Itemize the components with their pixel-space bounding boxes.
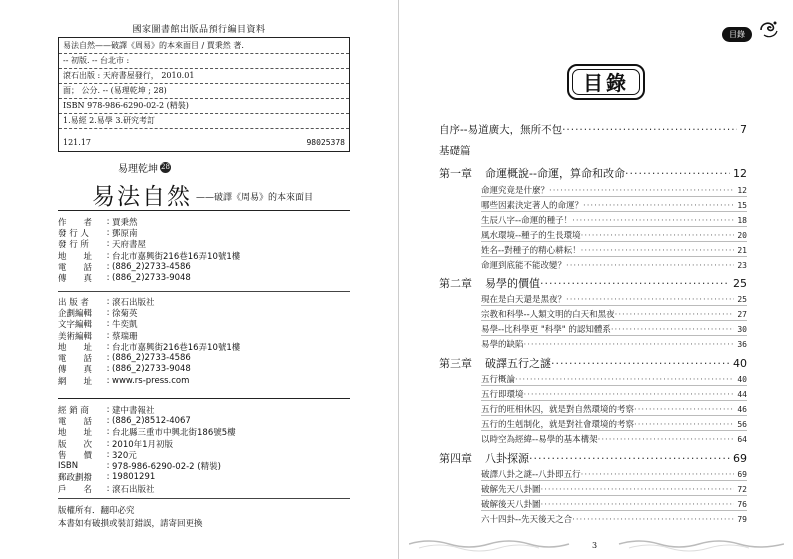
toc-subentry[interactable]: 宗教和科學--人類文明的白天和黑夜 ····· 27 xyxy=(481,308,747,319)
toc-subentry[interactable]: 易學--比科學更 "科學" 的認知體系 ····· 30 xyxy=(481,323,747,334)
toc-entry-preface[interactable]: 自序--易道廣大，無所不包 ····· 7 xyxy=(439,122,747,136)
credit-row: 發 行 人 : 鄧原南 xyxy=(58,227,350,238)
credit-value: 320元 xyxy=(112,450,137,461)
right-page-toc xyxy=(398,0,793,559)
dot-leader xyxy=(566,295,734,305)
credit-value: (886_2)2733-4586 xyxy=(112,261,191,272)
dot-leader xyxy=(524,390,735,400)
dot-leader xyxy=(598,435,735,445)
toc-title-frame xyxy=(567,64,645,100)
dot-leader xyxy=(515,375,734,385)
credit-value: (886_2)2733-4586 xyxy=(112,353,191,364)
credit-row: 地 址 : 台北市嘉興街216巷16弄10號1樓 xyxy=(58,341,350,352)
credit-value: 台北縣三重市中興北街186號5樓 xyxy=(112,428,236,439)
row-divider xyxy=(481,415,747,416)
credit-value: (886_2)2733-9048 xyxy=(112,364,191,375)
credit-value: 徐菊英 xyxy=(112,308,138,319)
dot-leader xyxy=(634,405,734,415)
row-divider xyxy=(481,256,747,257)
credit-row: 經 銷 商 : 建中書報社 xyxy=(58,404,350,415)
toc-subentry[interactable]: 姓名--對種子的精心耕耘！ ····· 21 xyxy=(481,244,747,255)
toc-subentry[interactable]: 六十四卦--先天後天之合 ····· 79 xyxy=(481,513,747,524)
book-subtitle: ——破譯《周易》的本來面目 xyxy=(196,193,314,203)
series-name: 易理乾坤 xyxy=(118,164,158,175)
distributor-block xyxy=(58,404,350,494)
toc-subentry[interactable]: 命運究竟是什麼？ ····· 12 xyxy=(481,184,747,195)
cip-divider xyxy=(59,128,349,129)
credit-row: 企劃編輯 : 徐菊英 xyxy=(58,307,350,318)
credit-row: 地 址 : 台北市嘉興街216巷16弄10號1樓 xyxy=(58,250,350,261)
return-notice: 本書如有破損或裝訂錯誤，請寄回更換 xyxy=(58,519,203,529)
credit-row: 發 行 所 : 天府書屋 xyxy=(58,239,350,250)
toc-subentry[interactable]: 五行概論 ····· 40 xyxy=(481,373,747,384)
credit-row: 美術編輯 : 蔡瑞珊 xyxy=(58,330,350,341)
toc-subentry[interactable]: 哪些因素決定著人的命運？ ····· 15 xyxy=(481,199,747,210)
credit-row: 郵政劃撥 : 19801291 xyxy=(58,472,350,483)
cip-class-number: 121.17 xyxy=(63,138,91,147)
dot-leader xyxy=(562,124,737,136)
cip-divider xyxy=(59,113,349,114)
toc-subentry[interactable]: 五行的生剋制化，就是對社會環境的考察 ····· 56 xyxy=(481,418,747,429)
row-divider xyxy=(481,211,747,212)
credit-divider xyxy=(58,498,350,499)
toc-subentry[interactable]: 五行的旺相休囚，就是對自然環境的考察 ····· 46 xyxy=(481,403,747,414)
toc-subentry[interactable]: 現在是白天還是黑夜？ ····· 25 xyxy=(481,293,747,304)
dot-leader xyxy=(615,310,735,320)
toc-subentry[interactable]: 破解先天八卦圖 ····· 72 xyxy=(481,483,747,494)
credit-value: 天府書屋 xyxy=(112,240,147,251)
section-label: 基礎篇 xyxy=(439,145,471,157)
toc-subentry[interactable]: 破解後天八卦圖 ····· 76 xyxy=(481,498,747,509)
cip-divider xyxy=(59,98,349,99)
toc-chapter-3[interactable]: 第三章 破譯五行之謎 ····· 40 xyxy=(439,355,747,370)
dot-leader xyxy=(572,515,734,525)
credit-value: 台北市嘉興街216巷16弄10號1樓 xyxy=(112,342,241,353)
credit-row: 作 者 : 賈秉然 xyxy=(58,216,350,227)
cip-divider xyxy=(59,68,349,69)
credit-value: 鄧原南 xyxy=(112,228,138,239)
credit-row: 傳 真 : (886_2)2733-9048 xyxy=(58,364,350,375)
credit-row: ISBN : 978-986-6290-02-2 (精裝) xyxy=(58,460,350,471)
credit-row: 地 址 : 台北縣三重市中興北街186號5樓 xyxy=(58,427,350,438)
credit-row: 出 版 者 : 滾石出版社 xyxy=(58,296,350,307)
title-divider xyxy=(58,210,350,211)
credit-row: 電 話 : (886_2)2733-4586 xyxy=(58,352,350,363)
toc-subentry[interactable]: 破譯八卦之謎--八卦即五行 ····· 69 xyxy=(481,468,747,479)
credit-value: 牛奕凱 xyxy=(112,320,138,331)
series-line xyxy=(118,160,171,175)
cip-line: 1.易經 2.易學 3.研究考訂 xyxy=(63,116,155,125)
credit-row: 戶 名 : 滾石出版社 xyxy=(58,483,350,494)
page-number: 3 xyxy=(592,541,598,550)
swirl-ornament-icon xyxy=(758,18,780,40)
book-title: 易法自然 xyxy=(92,184,192,210)
toc-subentry[interactable]: 風水環境--種子的生長環境 ····· 20 xyxy=(481,229,747,240)
toc-chapter-1[interactable]: 第一章 命運概說--命運，算命和改命 ····· 12 xyxy=(439,165,747,180)
row-divider xyxy=(481,196,747,197)
credit-row: 文字編輯 : 牛奕凱 xyxy=(58,319,350,330)
series-number-badge: 28 xyxy=(161,163,170,171)
toc-subentry[interactable]: 五行即環境 ····· 44 xyxy=(481,388,747,399)
credit-value: (886_2)8512-4067 xyxy=(112,415,191,426)
toc-title: 目錄 xyxy=(572,69,640,95)
credit-divider xyxy=(58,291,350,292)
cip-line: 滾石出版 : 天府書屋發行， 2010.01 xyxy=(63,71,195,80)
cip-heading: 國家圖書館出版品預行編目資料 xyxy=(132,25,266,35)
credit-value: 2010年1月初版 xyxy=(112,439,174,450)
toc-chapter-2[interactable]: 第二章 易學的價值 ····· 25 xyxy=(439,275,747,290)
credit-value: 台北市嘉興街216巷16弄10號1樓 xyxy=(112,251,241,262)
row-divider xyxy=(481,241,747,242)
credit-row: 售 價 : 320元 xyxy=(58,449,350,460)
dot-leader xyxy=(625,167,730,180)
dot-leader xyxy=(572,216,734,226)
credit-row: 電 話 : (886_2)2733-4586 xyxy=(58,261,350,272)
dot-leader xyxy=(581,231,735,241)
toc-subentry[interactable]: 命運到底能不能改變？ ····· 23 xyxy=(481,259,747,270)
credit-row: 網 址 : www.rs-press.com xyxy=(58,375,350,386)
toc-subentry[interactable]: 生辰八字--命運的種子！ ····· 18 xyxy=(481,214,747,225)
dot-leader xyxy=(611,325,735,335)
cip-divider xyxy=(59,83,349,84)
dot-leader xyxy=(634,420,734,430)
row-divider xyxy=(481,510,747,511)
dot-leader xyxy=(581,470,735,480)
credit-row: 傳 真 : (886_2)2733-9048 xyxy=(58,272,350,283)
toc-subentry[interactable]: 以時空為經緯--易學的基本構架 ····· 64 xyxy=(481,433,747,444)
credit-value: www.rs-press.com xyxy=(112,375,190,386)
header-tab: 目錄 xyxy=(722,27,752,42)
credit-value: 賈秉然 xyxy=(112,217,138,228)
toc-subentry[interactable]: 易學的缺陷 ····· 36 xyxy=(481,338,747,349)
dot-leader xyxy=(540,277,730,290)
dot-leader xyxy=(549,186,734,196)
credit-value: 978-986-6290-02-2 (精裝) xyxy=(112,462,221,473)
dot-leader xyxy=(524,340,735,350)
credit-value: (886_2)2733-9048 xyxy=(112,273,191,284)
cip-line: -- 初版. -- 台北市 : xyxy=(63,56,130,65)
credit-value: 滾石出版社 xyxy=(112,297,155,308)
dot-leader xyxy=(581,246,735,256)
cip-line: ISBN 978-986-6290-02-2 (精裝) xyxy=(63,101,189,110)
dot-leader xyxy=(566,261,734,271)
publisher-block xyxy=(58,296,350,386)
toc-chapter-4[interactable]: 第四章 八卦探源 ····· 69 xyxy=(439,450,747,465)
cip-line: 易法自然——破譯《周易》的本來面目 / 賈秉然 著. xyxy=(63,41,244,50)
row-divider xyxy=(481,320,747,321)
credit-divider xyxy=(58,398,350,399)
cip-line: 面； 公分. -- (易理乾坤 ; 28) xyxy=(63,86,167,95)
credit-value: 19801291 xyxy=(112,472,156,483)
dot-leader xyxy=(541,485,735,495)
cip-divider xyxy=(59,53,349,54)
credit-value: 滾石出版社 xyxy=(112,484,155,495)
row-divider xyxy=(481,400,747,401)
row-divider xyxy=(481,226,747,227)
row-divider xyxy=(481,430,747,431)
cip-record-number: 98025378 xyxy=(306,138,345,147)
credit-value: 建中書報社 xyxy=(112,405,155,416)
row-divider xyxy=(481,495,747,496)
dot-leader xyxy=(541,500,735,510)
credit-row: 電 話 : (886_2)8512-4067 xyxy=(58,415,350,426)
row-divider xyxy=(481,480,747,481)
cip-record-box xyxy=(58,37,350,152)
dot-leader xyxy=(529,452,730,465)
author-block xyxy=(58,216,350,284)
rights-notice: 版權所有．翻印必究 xyxy=(58,506,135,516)
credit-row: 版 次 : 2010年1月初版 xyxy=(58,438,350,449)
dot-leader xyxy=(583,201,734,211)
dot-leader xyxy=(551,357,730,370)
row-divider xyxy=(481,305,747,306)
row-divider xyxy=(481,335,747,336)
credit-value: 蔡瑞珊 xyxy=(112,331,138,342)
row-divider xyxy=(481,385,747,386)
